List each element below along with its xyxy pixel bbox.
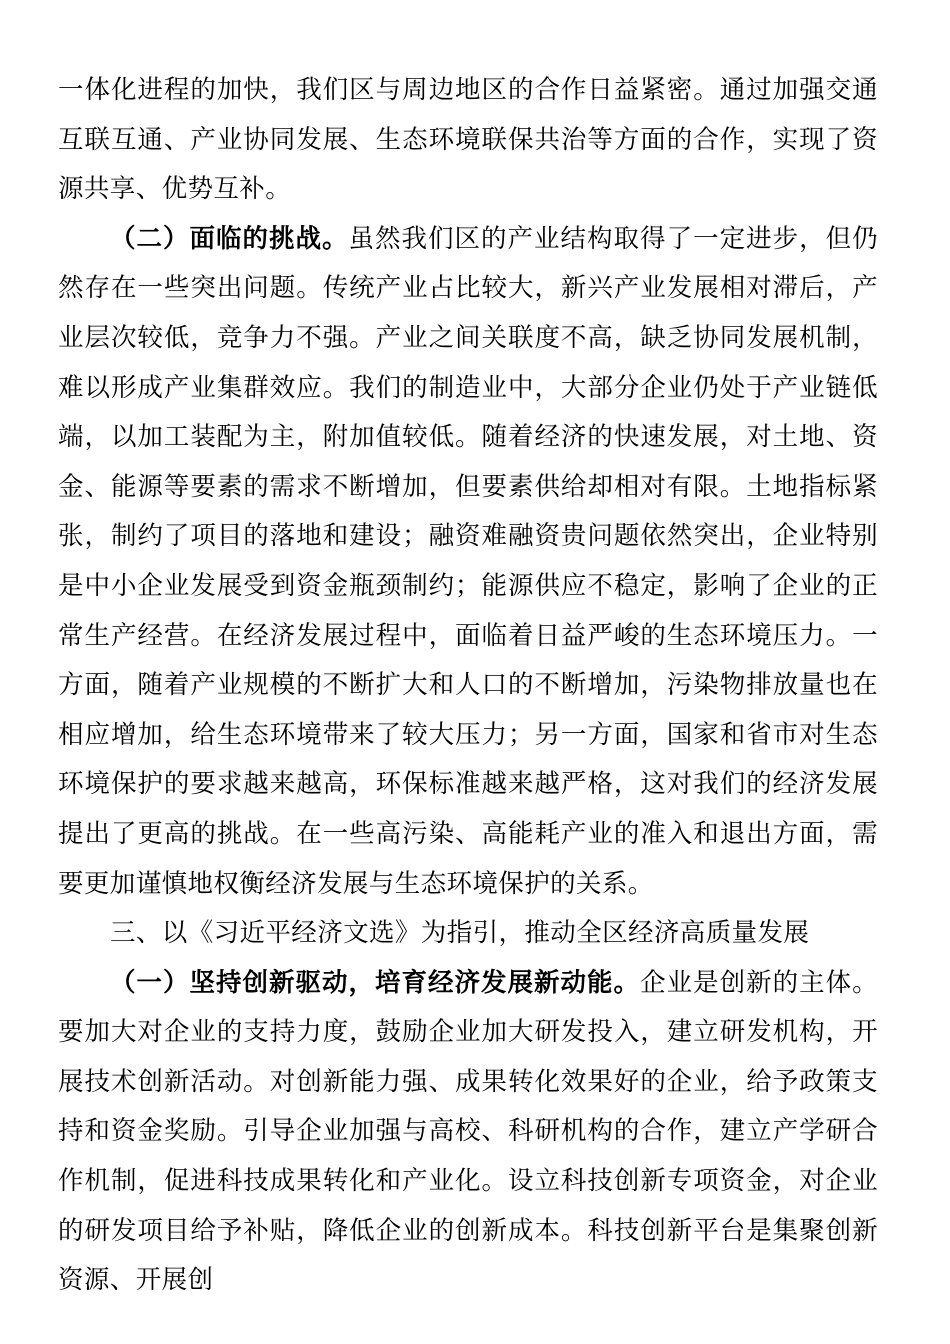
section-title-text: 三、以《习近平经济文选》为指引，推动全区经济高质量发展 bbox=[110, 918, 810, 949]
section-title-part-three bbox=[58, 909, 878, 959]
section-heading-innovation: （一）坚持创新驱动，培育经济发展新动能。 bbox=[110, 967, 641, 998]
paragraph-regional-cooperation bbox=[58, 66, 878, 215]
section-heading-challenges: （二）面临的挑战。 bbox=[110, 223, 349, 254]
paragraph-text: 企业是创新的主体。要加大对企业的支持力度，鼓励企业加大研发投入，建立研发机构，开展技术创新活动。对创新能力强、成果转化效果好的企业，给予政策支持和资金奖励。引导企业加强与高校、科研机构的合作，建立产学研合作机制，促进科技成果转化和产业化。设立科技创新专项资金，对企业的研发项目给予补贴，降低企业的创新成本。科技创新平台是集聚创新资源、开展创 bbox=[58, 967, 878, 1296]
paragraph-challenges bbox=[58, 215, 878, 909]
paragraph-text: 虽然我们区的产业结构取得了一定进步，但仍然存在一些突出问题。传统产业占比较大，新兴产业发展相对滞后，产业层次较低，竞争力不强。产业之间关联度不高，缺乏协同发展机制，难以形成产业集群效应。我们的制造业中，大部分企业仍处于产业链低端，以加工装配为主，附加值较低。随着经济的快速发展，对土地、资金、能源等要素的需求不断增加，但要素供给却相对有限。土地指标紧张，制约了项目的落地和建设；融资难融资贵问题依然突出，企业特别是中小企业发展受到资金瓶颈制约；能源供应不稳定，影响了企业的正常生产经营。在经济发展过程中，面临着日益严峻的生态环境压力。一方面，随着产业规模的不断扩大和人口的不断增加，污染物排放量也在相应增加，给生态环境带来了较大压力；另一方面，国家和省市对生态环境保护的要求越来越高，环保标准越来越严格，这对我们的经济发展提出了更高的挑战。在一些高污染、高能耗产业的准入和退出方面，需要更加谨慎地权衡经济发展与生态环境保护的关系。 bbox=[58, 223, 878, 899]
paragraph-text: 一体化进程的加快，我们区与周边地区的合作日益紧密。通过加强交通互联互通、产业协同发展、生态环境联保共治等方面的合作，实现了资源共享、优势互补。 bbox=[58, 75, 878, 205]
paragraph-innovation bbox=[58, 959, 878, 1306]
